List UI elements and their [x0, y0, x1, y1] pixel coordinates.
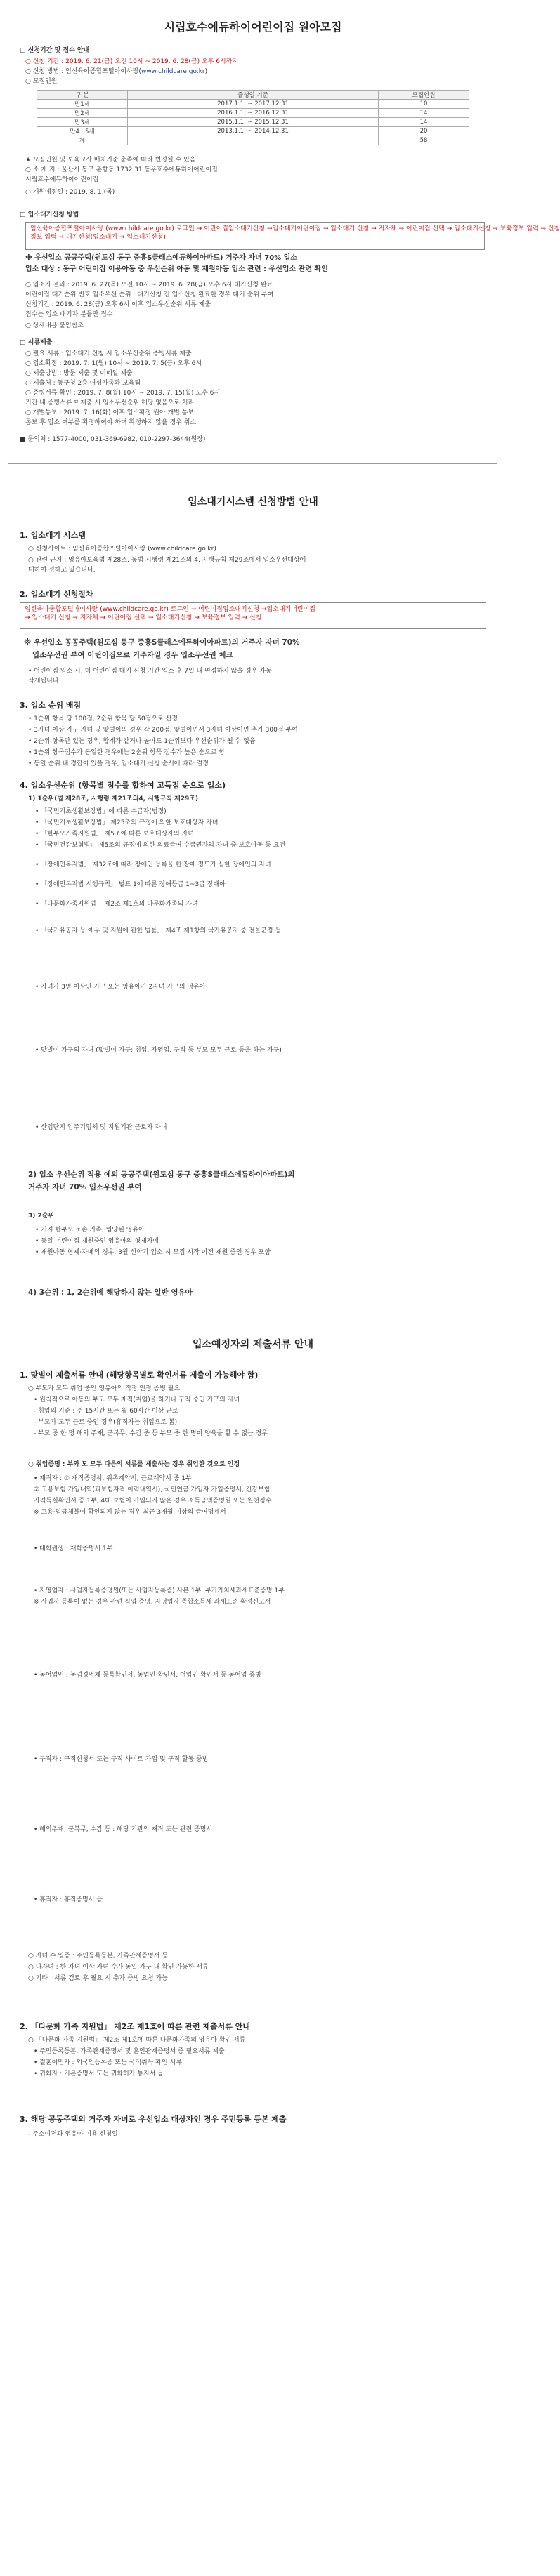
- quota-col-header: 모집인원: [379, 91, 469, 100]
- priority-line: • 「장애인복지법 시행규칙」 별표 1에 따른 장애등급 1~3급 장애아: [35, 881, 226, 888]
- recruit-method-prefix: ○ 신청 방법 : 임신육아종합포털아이사랑(: [25, 68, 141, 75]
- table-row: [37, 127, 469, 136]
- doc-line: • 구직자 : 구직신청서 또는 구직 사이트 가입 및 구직 활동 증빙: [34, 1756, 209, 1763]
- doc-line: ○ 부모가 모두 취업 중인 영유아의 적정 인정 증빙 필요: [28, 1385, 181, 1392]
- section2-h4: 4. 입소우선순위 (항목별 점수를 합하여 고득점 순으로 입소): [20, 781, 226, 790]
- quota-col-header: 구 분: [37, 91, 128, 100]
- quota-col-header: 출생일 기준: [128, 91, 379, 100]
- apply-notice-2: 입소 대상 : 동구 어린이집 이용아동 중 우선순위 아동 및 재원아동 입소 관련 : 우선입소 관련 확인: [25, 265, 328, 273]
- doc-line: ※ 고용·임금체불이 확인되지 않는 경우 최근 3개월 이상의 급여명세서: [34, 1509, 226, 1516]
- doc-line: - 부모가 모두 근로 중인 경우(휴직자는 취업으로 봄): [34, 1419, 178, 1426]
- section2-h2: 2. 입소대기 신청절차: [20, 590, 93, 599]
- priority-line: • 「국민기초생활보장법」에 따른 수급자(법정): [35, 808, 167, 815]
- doc-line: • 재직자 : ① 재직증명서, 위촉계약서, 근로계약서 중 1부: [34, 1475, 192, 1482]
- quota-heading: ○ 모집인원: [25, 78, 58, 85]
- priority-2-heading-2: 거주자 자녀 70% 입소우선권 부여: [28, 1183, 142, 1191]
- submit-line: 기간 내 증빙서류 미제출 시 입소우선순위 해당 없음으로 처리: [25, 399, 195, 407]
- section2-h1: 1. 입소대기 시스템: [20, 531, 86, 540]
- section3-h3: 3. 해당 공동주택의 거주자 자녀로 우선입소 대상자인 경우 주민등록 등본 제출: [20, 2115, 287, 2124]
- open-date: ○ 개원예정일 : 2019. 8. 1.(목): [25, 189, 115, 196]
- section2-notice-2: 입소우선권 부여 어린이집으로 거주자일 경우 입소우선권 체크: [32, 651, 233, 659]
- doc-line: • 대학원생 : 재학증명서 1부: [34, 1545, 113, 1552]
- doc-line: • 원칙적으로 아동의 부모 모두 재직(취업)을 하거나 구직 중인 가구의 자녀: [34, 1396, 240, 1403]
- priority-3-heading: 3) 2순위: [28, 1213, 55, 1220]
- quota-cell: 10: [379, 100, 469, 109]
- doc-line: ○ 기타 : 서류 검토 후 필요 시 추가 증빙 요청 가능: [28, 1975, 168, 1982]
- section2-h1-line: [28, 545, 216, 553]
- quota-cell: 14: [379, 118, 469, 127]
- priority-line: • 「국민기초생활보장법」 제25조의 규정에 의한 보호대상자 자녀: [35, 819, 219, 826]
- apply-steps-line-2: 정보 입력 → 대기신청(입소대기 → 입소대기신청): [30, 234, 166, 241]
- table-row: [37, 100, 469, 109]
- priority-line: • 산업단지 입주기업체 및 지원기관 근로자 자녀: [35, 1124, 167, 1131]
- doc-line: • 휴직자 : 휴직증명서 등: [34, 1896, 103, 1903]
- doc-line: • 귀화자 : 기본증명서 또는 귀화허가 통지서 등: [34, 2070, 164, 2078]
- section3-title: 입소예정자의 제출서류 안내: [192, 1339, 314, 1350]
- quota-cell: 2015.1.1. ~ 2015.12.31: [128, 118, 379, 127]
- recruit-heading: □ 신청기간 및 접수 안내: [20, 47, 90, 54]
- recruit-method-suffix: ): [204, 68, 208, 75]
- submit-line: ○ 제출처 : 동구청 2층 여성가족과 보육팀: [25, 380, 141, 387]
- doc-line: • 결혼이민자 : 외국인등록증 또는 국적취득 확인 서류: [34, 2059, 182, 2066]
- doc-line: ② 고용보험 가입내역(피보험자격 이력내역서), 국민연금 가입자 가입증명서, 건강보험: [34, 1486, 271, 1493]
- section2-h1-line: 대하여 정하고 있습니다.: [28, 567, 96, 574]
- score-line: • 3자녀 이상 가구 자녀 및 맞벌이의 경우 각 200점, 맞벌이면서 3자녀 이상이면 추가 300점 부여: [28, 727, 298, 734]
- location-line: ○ 소 재 지 : 울산시 동구 춘향동 1732 31 동우호수에듀하이어린이집: [25, 166, 218, 173]
- childcare-link[interactable]: www.childcare.go.kr: [141, 68, 205, 75]
- doc-line: • 농어업인 : 농업경영체 등록확인서, 농업인 확인서, 어업인 확인서 등 농어업 증빙: [34, 1672, 261, 1679]
- score-line: • 동일 순위 내 경합이 있을 경우, 입소대기 신청 순서에 따라 결정: [28, 760, 209, 767]
- quota-note: ★ 모집인원 및 보육교사 배치기준 충족에 따라 변경될 수 있음: [25, 157, 196, 164]
- table-row: [37, 136, 469, 145]
- recruit-period: ○ 신청 기간 : 2019. 6. 21(금) 오전 10시 ~ 2019. 6. 28(금) 오후 6시까지: [25, 58, 239, 65]
- quota-cell: 20: [379, 127, 469, 136]
- quota-cell: 2016.1.1. ~ 2016.12.31: [128, 109, 379, 118]
- doc-line: • 자영업자 : 사업자등록증명원(또는 사업자등록증) 사본 1부, 부가가치세과세표준증명 1부: [34, 1587, 285, 1594]
- doc-line: ○ 「다문화 가족 지원법」 제2조 제1호에 따른 다문화가족의 영유아 확인 서류: [28, 2037, 246, 2044]
- submit-line: ○ 필요 서류 : 입소대기 신청 시 입소우선순위 증빙서류 제출: [25, 350, 192, 357]
- quota-cell: 14: [379, 109, 469, 118]
- apply-steps-box: [25, 222, 560, 250]
- apply-steps-line-1: 임신육아종합포털아이사랑 (www.childcare.go.kr) 로그인 → 어린이집입소대기신청 →입소대기어린이집 → 입소대기 신청 → 지자체 → 어린이집 선택 → 입소대기신청 → 보육정보 입력 → 신청: [30, 225, 560, 232]
- priority-line: • 「한부모가족지원법」 제5조에 따른 보호대상자의 자녀: [35, 831, 194, 838]
- doc-line: - 주소이전과 영유아 이용 신청일: [28, 2131, 118, 2138]
- score-line: • 1순위 항목점수가 동일한 경우에는 2순위 항목 점수가 높은 순으로 함: [28, 749, 226, 756]
- priority-line: • 맞벌이 가구의 자녀 (맞벌이 가구: 취업, 자영업, 구직 등 부모 모두 근로 등을 하는 가구): [35, 1047, 282, 1054]
- quota-cell: 만1세: [37, 100, 128, 109]
- section2-title: 입소대기시스템 신청방법 안내: [188, 496, 318, 508]
- priority-4-heading: 4) 3순위 : 1, 2순위에 해당하지 않는 일반 영유아: [28, 1288, 193, 1297]
- quota-cell: 만3세: [37, 118, 128, 127]
- quota-table-header-row: [37, 91, 469, 100]
- apply-sub-4: 접수는 입소 대기자 분들만 접수: [25, 311, 113, 318]
- doc-line: ※ 사업자 등록이 없는 경우 관련 직업 증명, 자영업자 종합소득세 과세표준 확정신고서: [34, 1599, 271, 1606]
- quota-cell: 2013.1.1. ~ 2014.12.31: [128, 127, 379, 136]
- apply-sub-1: ○ 입소자 결과 : 2019. 6. 27(목) 오전 10시 ~ 2019. 6. 28(금) 오후 6시 대기신청 완료: [25, 282, 273, 289]
- section2-note: 삭제됩니다.: [28, 678, 61, 685]
- divider: [8, 463, 497, 464]
- doc-line: - 취업의 기준 : 주 15시간 또는 월 60시간 이상 근로: [34, 1408, 178, 1415]
- quota-table: [37, 90, 469, 145]
- quota-cell: [128, 136, 379, 145]
- submit-heading: □ 서류제출: [20, 339, 53, 346]
- section3-h2: 2. 「다문화 가족 지원법」 제2조 제1호에 따른 관련 제출서류 안내: [20, 2022, 251, 2031]
- doc-line: ○ 다자녀 : 한 자녀 이상 자녀 수가 동일 가구 내 확인 가능한 서류: [28, 1964, 209, 1971]
- section3-h1: 1. 맞벌이 제출서류 안내 (해당항목별로 확인서류 제출이 가능해야 함): [20, 1370, 259, 1380]
- apply-sub-3: 신청기간 : 2019. 6. 28(금) 오후 6시 이후 입소우선순위 서류 제출: [25, 301, 211, 308]
- recruit-method: [25, 67, 207, 76]
- priority-line: • 「국민건강보험법」 제5조의 규정에 의한 의료급여 수급권자의 자녀 중 보호아동 등 요건: [35, 842, 286, 849]
- doc-line: - 부모 중 한 명 해외 주재, 군복무, 수감 중 등 부모 중 한 명이 양육을 할 수 없는 경우: [34, 1430, 268, 1437]
- priority-1-heading: 1) 1순위(법 제28조, 시행령 제21조의4, 시행규칙 제29조): [28, 795, 199, 802]
- site-label: ○ 신청사이트 : 임신육아종합포털아이사랑 (www.childcare.go.kr): [28, 546, 216, 553]
- section2-steps-box: [20, 602, 486, 629]
- doc-line: ○ 취업증명 : 부와 모 모두 다음의 서류를 제출하는 경우 취업한 것으로 인정: [28, 1461, 240, 1468]
- doc-line: ○ 자녀 수 입증 : 주민등록등본, 가족관계증명서 등: [28, 1953, 168, 1960]
- priority-line: • 「다문화가족지원법」 제2조 제1호의 다문화가족의 자녀: [35, 901, 198, 908]
- priority-2-heading: 2) 입소 우선순위 적용 예외 공공주택(원도심 동구 중흥S클래스에듀하이아파트)의: [28, 1170, 295, 1179]
- section2-notice-1: ※ 우선입소 공공주택(원도심 동구 중흥S클래스에듀하이아파트)의 거주자 자녀 70%: [24, 638, 300, 647]
- quota-cell: 2017.1.1. ~ 2017.12.31: [128, 100, 379, 109]
- priority-line: • 거지 한부모 조손 가족, 입양된 영유아: [35, 1227, 145, 1234]
- apply-heading: □ 입소대기신청 방법: [20, 211, 79, 218]
- submit-line: ○ 입소확정 : 2019. 7. 1(월) 10시 ~ 2019. 7. 5(금) 오후 6시: [25, 360, 202, 367]
- section2-h1-line: ○ 관련 근거 : 영유아보육법 제28조, 동법 시행령 제21조의 4, 시행규칙 제29조에서 입소우선대상에: [28, 557, 306, 564]
- apply-notice-1: ※ 우선입소 공공주택(원도심 동구 중흥S클래스에듀하이아파트) 거주자 자녀 70% 입소: [25, 254, 297, 262]
- contact-line: ■ 문의처 : 1577-4000, 031-369-6982, 010-2297-3644(원장): [20, 436, 206, 443]
- apply-sub-2: 어린이집 대기순위 번호 입소우선 순위 : 대기신청 전 입소신청 완료한 경우 대기 순위 부여: [25, 291, 274, 298]
- submit-line: 통보 후 입소 여부를 확정하여야 하며 확정하지 않을 경우 취소: [25, 419, 197, 426]
- location-line-2: 시립호수에듀하이어린이집: [25, 176, 99, 183]
- page-title: 시립호수에듀하이어린이집 원아모집: [164, 20, 342, 34]
- section2-note: • 어린이집 입소 시, 더 어린이집 대기 신청 기간 입소 후 7일 내 면접하지 않을 경우 자동: [28, 668, 272, 675]
- section2-steps-line-1: 임신육아종합포털아이사랑 (www.childcare.go.kr) 로그인 → 어린이집입소대기신청 →입소대기어린이집: [25, 606, 315, 613]
- quota-cell: 만2세: [37, 109, 128, 118]
- priority-line: • 동일 어린이집 재원중인 영유아의 형제자매: [35, 1238, 159, 1245]
- apply-sub-5: ○ 상세내용 붙임참조: [25, 322, 84, 329]
- priority-line: • 자녀가 3명 이상인 가구 또는 영유아가 2자녀 가구의 영유아: [35, 984, 206, 991]
- section2-h3: 3. 입소 순위 배점: [20, 701, 82, 710]
- priority-line: • 「장애인복지법」 제32조에 따라 장애인 등록을 한 장애 정도가 심한 장애인의 자녀: [35, 861, 271, 868]
- doc-line: • 해외주재, 군복무, 수감 등 : 해당 기관의 재직 또는 관련 증명서: [34, 1826, 213, 1833]
- quota-cell: 만4 · 5세: [37, 127, 128, 136]
- priority-line: • 재원아동 형제·자매의 경우, 3월 신학기 입소 시 모집 시작 이전 재원 중인 경우 포함: [35, 1249, 271, 1256]
- submit-line: ○ 개별통보 : 2019. 7. 16(화) 이후 입소확정 원아 개별 통보: [25, 409, 195, 416]
- submit-line: ○ 제출방법 : 방문 제출 및 이메일 제출: [25, 370, 133, 377]
- score-line: • 1순위 항목 당 100점, 2순위 항목 당 50점으로 산정: [28, 715, 178, 722]
- submit-line: ○ 증빙서류 확인 : 2019. 7. 8(월) 10시 ~ 2019. 7. 15(월) 오후 6시: [25, 390, 221, 397]
- doc-line: 자격득실확인서 중 1부, 4대 보험이 가입되지 않은 경우 소득금액증명원 또는 원천징수: [34, 1498, 272, 1505]
- doc-line: • 주민등록등본, 가족관계증명서 및 혼인관계증명서 중 필요서류 제출: [34, 2048, 225, 2055]
- priority-line: • 「국가유공자 등 예우 및 지원에 관한 법률」 제4조 제1항의 국가유공자 중 전몰군경 등: [35, 927, 282, 934]
- quota-cell: 계: [37, 136, 128, 145]
- section2-steps-line-2: → 입소대기 신청 → 지자체 → 어린이집 선택 → 입소대기신청 → 보육정보 입력 → 신청: [25, 614, 262, 621]
- quota-cell: 58: [379, 136, 469, 145]
- score-line: • 2순위 항목만 있는 경우, 합계가 같거나 높아도 1순위보다 우선순위가 될 수 없음: [28, 738, 256, 745]
- table-row: [37, 118, 469, 127]
- table-row: [37, 109, 469, 118]
